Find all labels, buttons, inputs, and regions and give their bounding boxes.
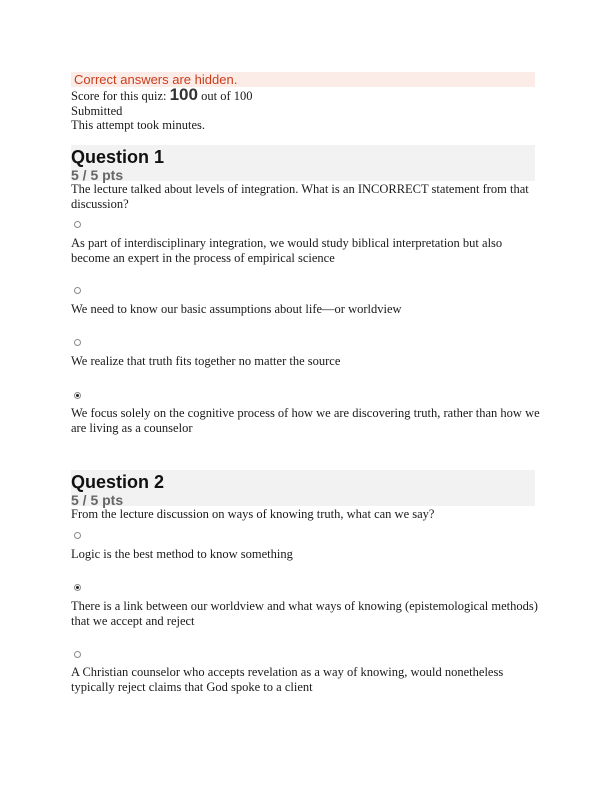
question-2-title: Question 2: [71, 472, 165, 492]
question-1-title: Question 1: [71, 147, 165, 167]
correct-answers-hidden-banner: Correct answers are hidden.: [71, 72, 535, 87]
question-1-answer-1: As part of interdisciplinary integration, we would study biblical interpretation but also become an expert in the process of empirical science: [71, 236, 503, 265]
question-2-header: [71, 470, 535, 506]
question-2-answer-2: There is a link between our worldview and what ways of knowing (epistemological methods) that we accept and reject: [71, 599, 538, 628]
question-2-answer-2-radio[interactable]: [74, 584, 81, 591]
question-2-points: 5 / 5 pts: [71, 492, 124, 508]
question-1-text: The lecture talked about levels of integration. What is an INCORRECT statement from that discussion?: [71, 182, 529, 211]
question-1-answer-4: We focus solely on the cognitive process of how we are discovering truth, rather than how we are living as a counselor: [71, 406, 540, 435]
submission-status: Submitted: [71, 103, 123, 118]
question-2-answer-3-radio[interactable]: [74, 651, 81, 658]
question-2-answer-1: Logic is the best method to know something: [71, 547, 293, 561]
score-label: Score for this quiz:: [71, 89, 167, 103]
question-2-answer-3: A Christian counselor who accepts revelation as a way of knowing, would nonetheless typically reject claims that God spoke to a client: [71, 665, 504, 694]
score-row: [71, 85, 253, 104]
score-suffix: out of 100: [201, 89, 253, 103]
question-1-points: 5 / 5 pts: [71, 167, 124, 183]
quiz-summary: [71, 85, 253, 133]
question-1-answer-4-radio[interactable]: [74, 392, 81, 399]
question-1-header: [71, 145, 535, 181]
question-2-text: From the lecture discussion on ways of knowing truth, what can we say?: [71, 507, 435, 521]
question-1-answer-2-radio[interactable]: [74, 287, 81, 294]
question-1-answer-3-radio[interactable]: [74, 339, 81, 346]
question-1-answer-3: We realize that truth fits together no matter the source: [71, 354, 341, 368]
question-1-answer-2: We need to know our basic assumptions about life—or worldview: [71, 302, 402, 316]
score-value: 100: [169, 85, 198, 104]
question-1-answer-1-radio[interactable]: [74, 221, 81, 228]
attempt-duration: This attempt took minutes.: [71, 118, 206, 133]
question-2-answer-1-radio[interactable]: [74, 532, 81, 539]
